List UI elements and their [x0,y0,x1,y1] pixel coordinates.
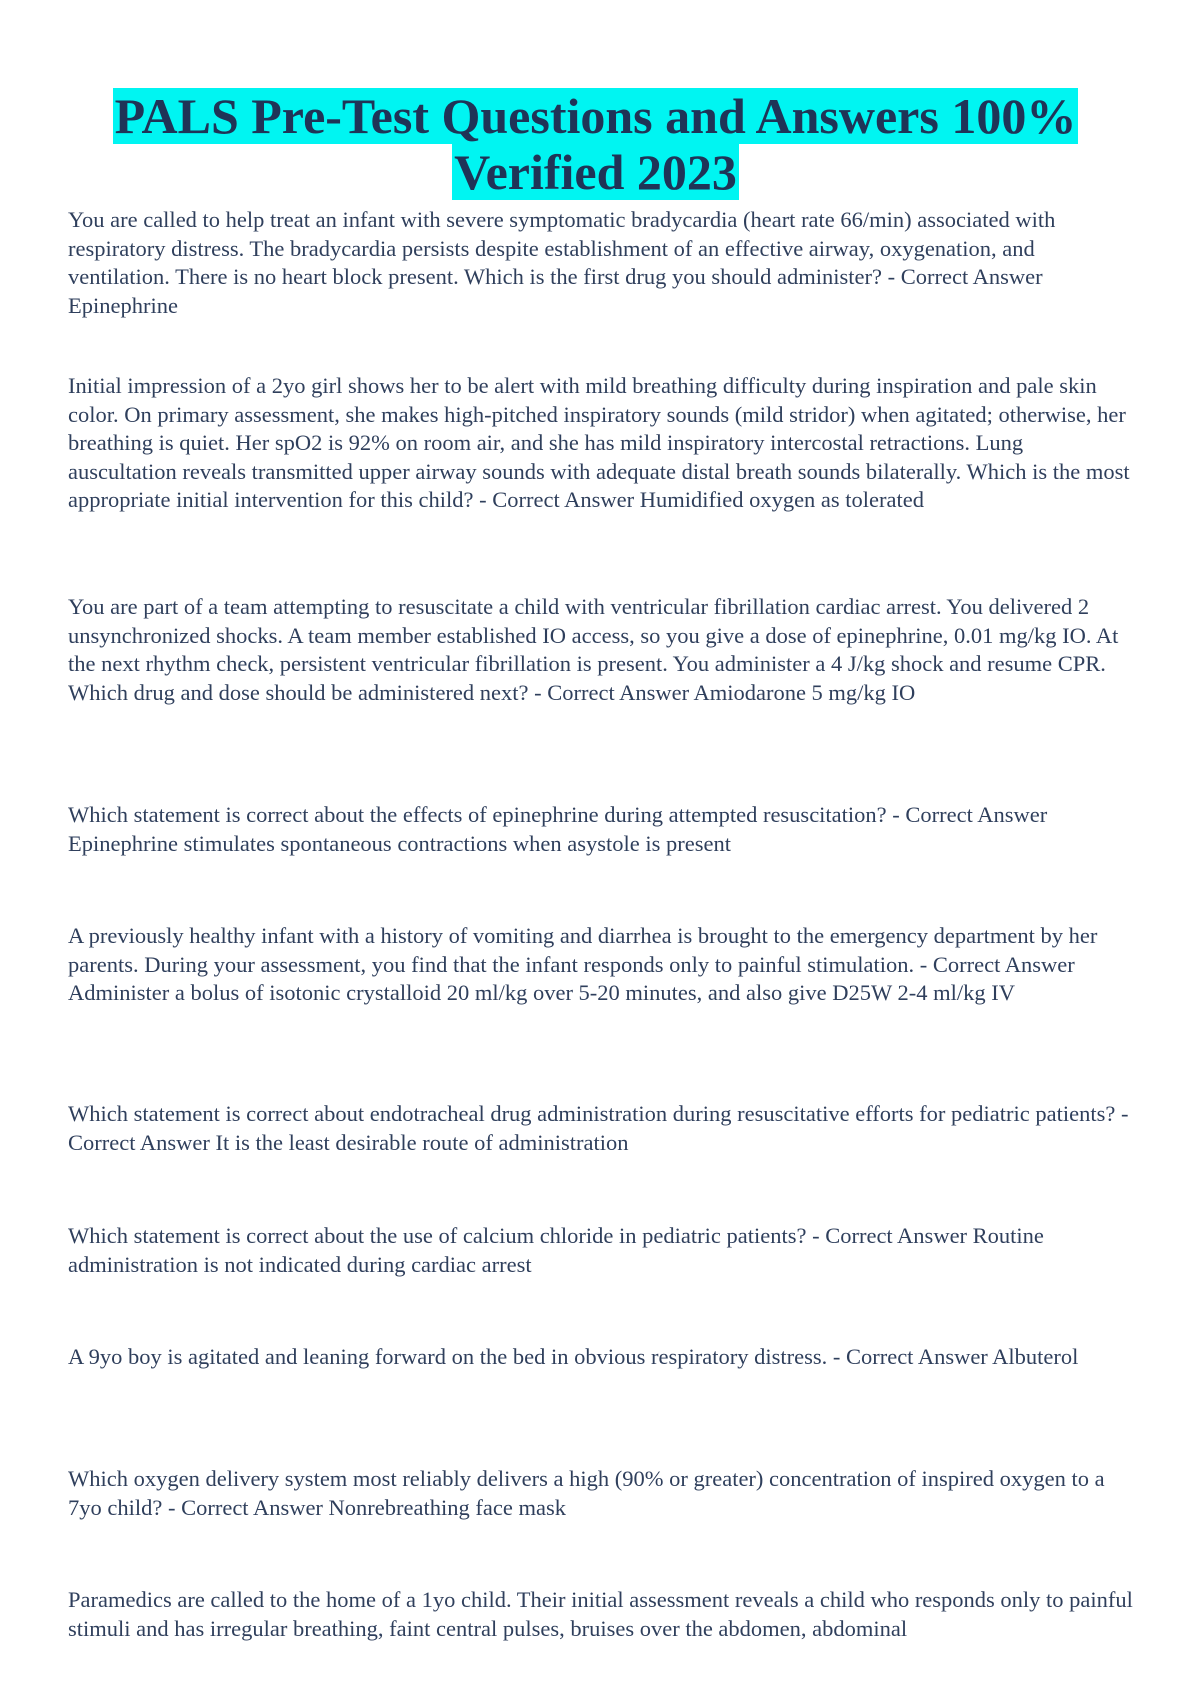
title-line-1: PALS Pre-Test Questions and Answers 100% [114,88,1077,144]
qa-item-6: Which statement is correct about endotracheal drug administration during resuscitative efforts for pediatric patients? - Correct Answer It is the least desirable route of administration [68,1101,1129,1155]
qa-item-1: You are called to help treat an infant with severe symptomatic bradycardia (heart rate 66/min) associated with respiratory distress. The bradycardia persists despite establishment of an effective airway, oxygenation, and ventilation. There is no heart block present. Which is the first drug you should administer? - Correct Answer Epinephrine [68,207,1056,318]
qa-item-9: Which oxygen delivery system most reliably delivers a high (90% or greater) concentration of inspired oxygen to a 7yo child? - Correct Answer Nonrebreathing face mask [68,1466,1105,1520]
qa-item-3: You are part of a team attempting to resuscitate a child with ventricular fibrillation cardiac arrest. You delivered 2 unsynchronized shocks. A team member established IO access, so you give a dose of epinephrine, 0.01 mg/kg IO. At the next rhythm check, persistent ventricular fibrillation is present. You administer a 4 J/kg shock and resume CPR. Which drug and dose should be administered next? - Correct Answer Amiodarone 5 mg/kg IO [68,594,1119,705]
qa-item-10: Paramedics are called to the home of a 1yo child. Their initial assessment reveals a child who responds only to painful stimuli and has irregular breathing, faint central pulses, bruises over the abdomen, abdominal [68,1587,1133,1641]
qa-item-2: Initial impression of a 2yo girl shows her to be alert with mild breathing difficulty during inspiration and pale skin color. On primary assessment, she makes high-pitched inspiratory sounds (mild stridor) when agitated; otherwise, her breathing is quiet. Her spO2 is 92% on room air, and she has mild inspiratory intercostal retractions. Lung auscultation reveals transmitted upper airway sounds with adequate distal breath sounds bilaterally. Which is the most appropriate initial intervention for this child? - Correct Answer Humidified oxygen as tolerated [68,373,1130,512]
document-title [60,88,1131,200]
qa-item-4: Which statement is correct about the effects of epinephrine during attempted resuscitation? - Correct Answer Epinephrine stimulates spontaneous contractions when asystole is present [68,802,1048,856]
qa-item-5: A previously healthy infant with a history of vomiting and diarrhea is brought to the emergency department by her parents. During your assessment, you find that the infant responds only to painful stimulation. - Correct Answer Administer a bolus of isotonic crystalloid 20 ml/kg over 5-20 minutes, and also give D25W 2-4 ml/kg IV [68,923,1098,1005]
qa-item-7: Which statement is correct about the use of calcium chloride in pediatric patients? - Correct Answer Routine administration is not indicated during cardiac arrest [68,1223,1044,1277]
qa-item-8: A 9yo boy is agitated and leaning forward on the bed in obvious respiratory distress. - Correct Answer Albuterol [68,1344,1079,1369]
title-line-2: Verified 2023 [454,144,737,200]
